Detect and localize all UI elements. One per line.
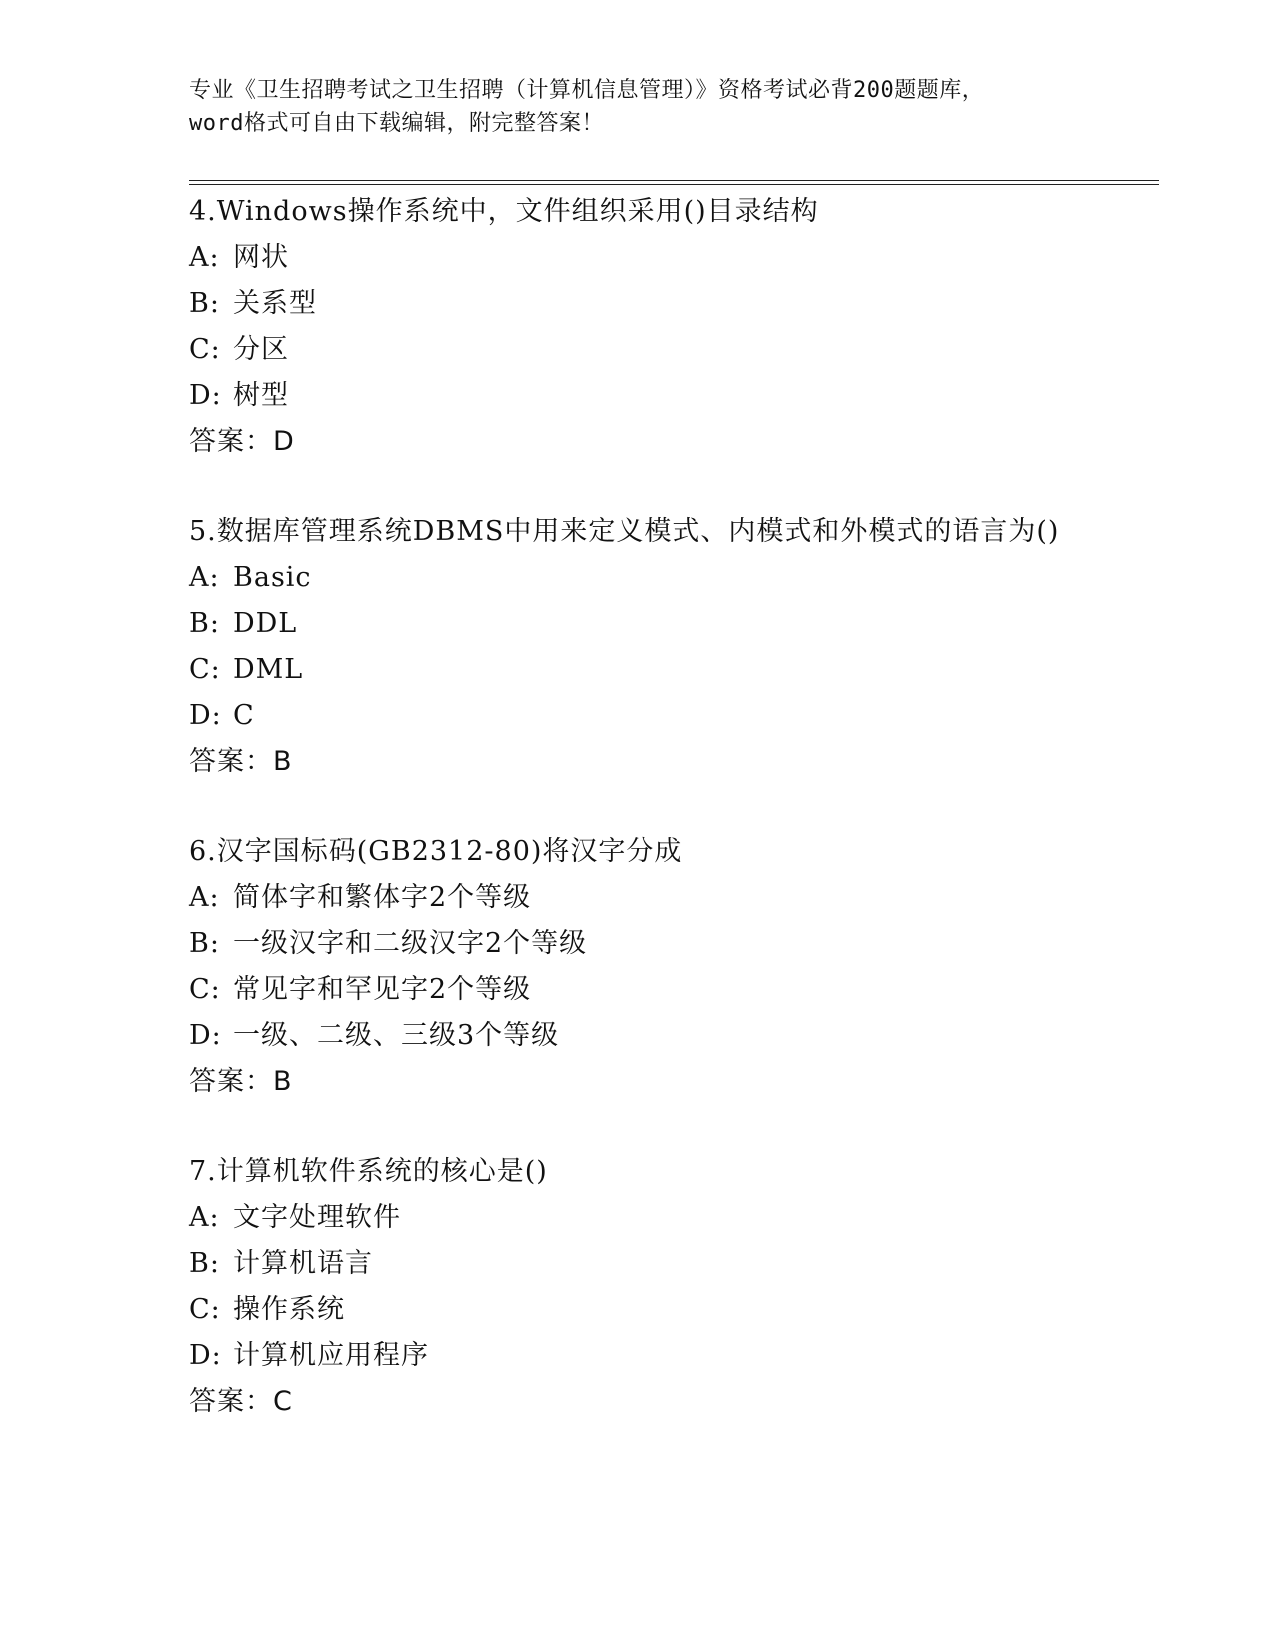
option-letter: D: <box>189 380 222 411</box>
option-text: 操作系统 <box>233 1294 345 1325</box>
option-letter: B: <box>189 288 220 319</box>
answer-line: 答案：B <box>189 746 293 777</box>
header-divider-top <box>189 180 1159 181</box>
header-title-line: 专业《卫生招聘考试之卫生招聘（计算机信息管理）》资格考试必背200题题库， <box>189 78 985 103</box>
option-letter: C: <box>189 974 221 1005</box>
question-stem: 7.计算机软件系统的核心是() <box>189 1156 548 1187</box>
document-header <box>189 74 1089 140</box>
question-stem: 4.Windows操作系统中，文件组织采用()目录结构 <box>189 196 819 227</box>
header-divider-bottom <box>189 184 1159 185</box>
option-letter: A: <box>189 882 220 913</box>
option-letter: D: <box>189 1340 222 1371</box>
option-d <box>189 1013 1169 1059</box>
option-c <box>189 1287 1169 1333</box>
option-letter: C: <box>189 1294 221 1325</box>
option-b <box>189 921 1169 967</box>
option-letter: D: <box>189 1020 222 1051</box>
option-text: C <box>233 700 255 731</box>
option-text: 计算机语言 <box>233 1248 373 1279</box>
option-letter: A: <box>189 242 220 273</box>
header-subtitle-line: word格式可自由下载编辑，附完整答案！ <box>189 111 604 136</box>
option-text: 常见字和罕见字2个等级 <box>233 974 532 1005</box>
question-item <box>189 509 1169 829</box>
option-text: DML <box>233 654 304 685</box>
option-letter: A: <box>189 562 220 593</box>
option-letter: C: <box>189 654 221 685</box>
answer-line: 答案：C <box>189 1386 293 1417</box>
option-d <box>189 693 1169 739</box>
question-stem: 6.汉字国标码(GB2312-80)将汉字分成 <box>189 836 683 867</box>
option-letter: C: <box>189 334 221 365</box>
option-text: 一级汉字和二级汉字2个等级 <box>233 928 588 959</box>
option-letter: A: <box>189 1202 220 1233</box>
option-text: DDL <box>233 608 298 639</box>
question-item <box>189 189 1169 509</box>
option-text: 计算机应用程序 <box>233 1340 429 1371</box>
option-text: 关系型 <box>233 288 317 319</box>
option-c <box>189 967 1169 1013</box>
option-text: Basic <box>233 562 312 593</box>
option-text: 一级、二级、三级3个等级 <box>233 1020 560 1051</box>
option-c <box>189 647 1169 693</box>
option-d <box>189 373 1169 419</box>
option-a <box>189 875 1169 921</box>
option-letter: B: <box>189 608 220 639</box>
option-a <box>189 555 1169 601</box>
question-item <box>189 1149 1169 1469</box>
option-b <box>189 281 1169 327</box>
answer-line: 答案：D <box>189 426 295 457</box>
option-d <box>189 1333 1169 1379</box>
option-letter: B: <box>189 1248 220 1279</box>
option-text: 文字处理软件 <box>233 1202 401 1233</box>
option-b <box>189 1241 1169 1287</box>
question-item <box>189 829 1169 1149</box>
option-a <box>189 1195 1169 1241</box>
answer-line: 答案：B <box>189 1066 293 1097</box>
option-text: 分区 <box>233 334 289 365</box>
option-text: 树型 <box>233 380 289 411</box>
option-a <box>189 235 1169 281</box>
option-text: 简体字和繁体字2个等级 <box>233 882 532 913</box>
option-text: 网状 <box>233 242 289 273</box>
question-stem: 5.数据库管理系统DBMS中用来定义模式、内模式和外模式的语言为() <box>189 516 1060 547</box>
question-list <box>189 189 1169 1469</box>
option-letter: B: <box>189 928 220 959</box>
option-c <box>189 327 1169 373</box>
option-b <box>189 601 1169 647</box>
option-letter: D: <box>189 700 222 731</box>
